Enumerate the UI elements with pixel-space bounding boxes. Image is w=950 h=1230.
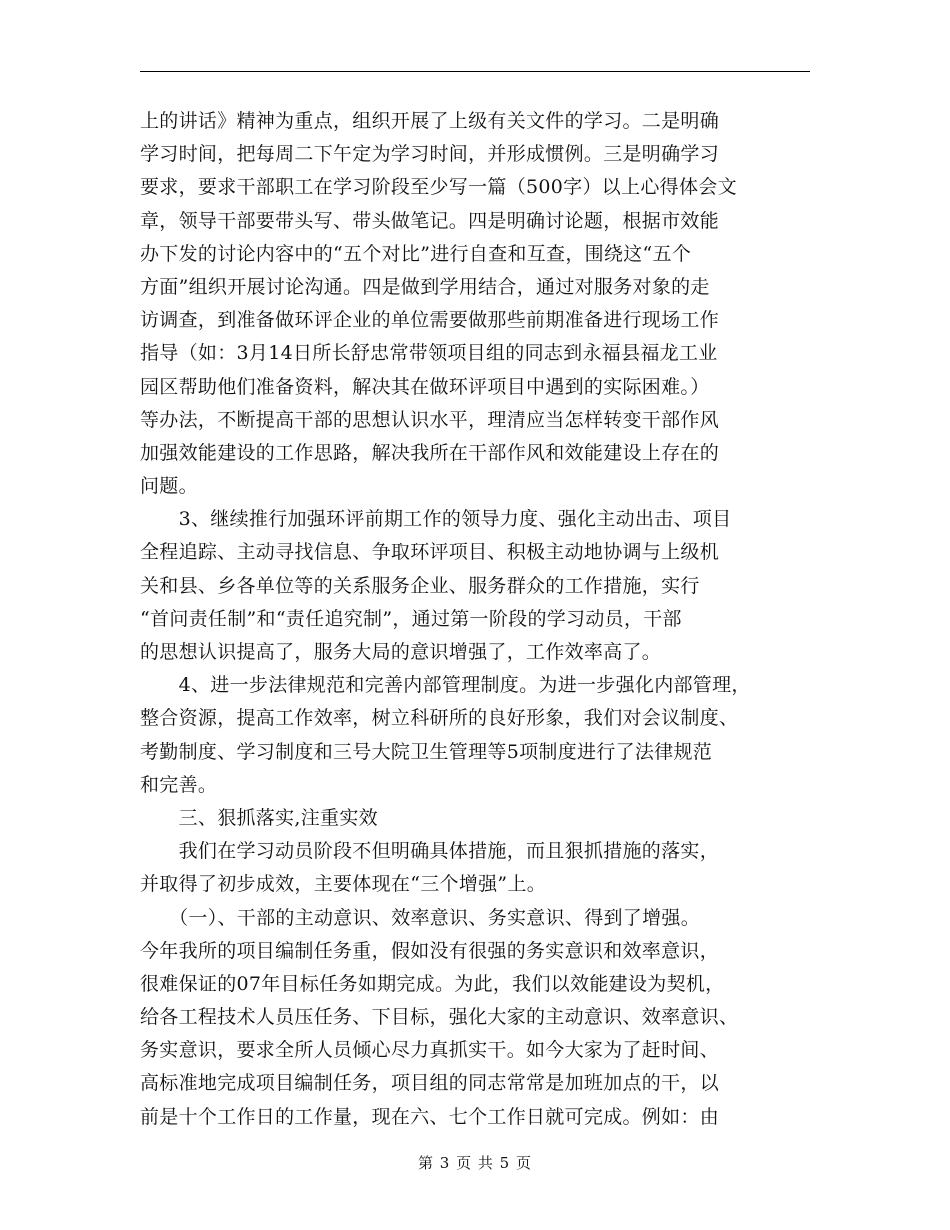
text-line: 很难保证的07年目标任务如期完成。为此，我们以效能建设为契机， [140, 972, 725, 995]
text-line: 章，领导干部要带头写、带头做笔记。四是明确讨论题，根据市效能 [140, 209, 720, 232]
text-line: 整合资源，提高工作效率，树立科研所的良好形象，我们对会议制度、 [140, 707, 739, 730]
text-line: 3、继续推行加强环评前期工作的领导力度、强化主动出击、项目 [140, 508, 732, 531]
text-line: 考勤制度、学习制度和三号大院卫生管理等5项制度进行了法律规范 [140, 740, 713, 763]
text-line: 要求，要求干部职工在学习阶段至少写一篇（500字）以上心得体会文 [140, 176, 737, 199]
text-line: 我们在学习动员阶段不但明确具体措施，而且狠抓措施的落实， [140, 840, 720, 863]
text-line: 加强效能建设的工作思路，解决我所在干部作风和效能建设上存在的 [140, 441, 720, 464]
text-line: 前是十个工作日的工作量，现在六、七个工作日就可完成。例如：由 [140, 1105, 720, 1128]
text-line: （一）、干部的主动意识、效率意识、务实意识、得到了增强。 [140, 906, 701, 929]
text-line: 今年我所的项目编制任务重，假如没有很强的务实意识和效率意识， [140, 939, 720, 962]
text-line: 指导（如：3月14日所长舒忠常带领项目组的同志到永福县福龙工业 [140, 342, 718, 365]
text-line: 全程追踪、主动寻找信息、争取环评项目、积极主动地协调与上级机 [140, 541, 720, 564]
text-line: 4、进一步法律规范和完善内部管理制度。为进一步强化内部管理， [140, 674, 751, 697]
text-line: 办下发的讨论内容中的“五个对比”进行自查和互查，围绕这“五个 [140, 242, 692, 265]
text-line: 方面”组织开展讨论沟通。四是做到学用结合，通过对服务对象的走 [140, 275, 710, 298]
header-rule [140, 71, 810, 72]
text-line: 和完善。 [140, 773, 218, 796]
text-line: 等办法，不断提高干部的思想认识水平，理清应当怎样转变干部作风 [140, 408, 720, 431]
text-line: 上的讲话》精神为重点，组织开展了上级有关文件的学习。二是明确 [140, 110, 720, 132]
text-line: 并取得了初步成效，主要体现在“三个增强”上。 [140, 873, 547, 896]
text-line: 务实意识，要求全所人员倾心尽力真抓实干。如今大家为了赶时间、 [140, 1039, 720, 1062]
text-line: 问题。 [140, 475, 198, 498]
text-line: “首问责任制”和“责任追究制”，通过第一阶段的学习动员，干部 [140, 607, 682, 630]
section-heading: 三、狠抓落实,注重实效 [140, 806, 378, 829]
text-line: 学习时间，把每周二下午定为学习时间，并形成惯例。三是明确学习 [140, 143, 720, 166]
page-number-footer: 第 3 页 共 5 页 [418, 1154, 532, 1172]
body-text [140, 105, 820, 1134]
text-line: 给各工程技术人员压任务、下目标，强化大家的主动意识、效率意识、 [140, 1006, 739, 1029]
text-line: 访调查，到准备做环评企业的单位需要做那些前期准备进行现场工作 [140, 309, 720, 332]
text-line: 的思想认识提高了，服务大局的意识增强了，工作效率高了。 [140, 641, 662, 663]
text-line: 关和县、乡各单位等的关系服务企业、服务群众的工作措施，实行 [140, 574, 700, 597]
text-line: 园区帮助他们准备资料，解决其在做环评项目中遇到的实际困难。） [140, 375, 710, 398]
text-line: 高标准地完成项目编制任务，项目组的同志常常是加班加点的干，以 [140, 1072, 720, 1095]
